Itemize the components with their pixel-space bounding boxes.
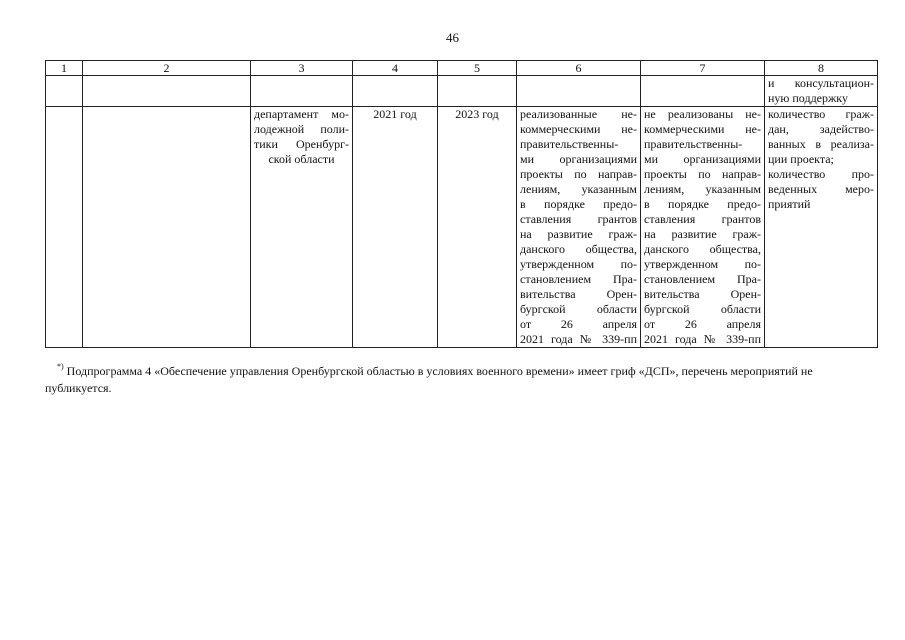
cell-text-line: бургской области xyxy=(644,302,761,316)
cont-cell-8 xyxy=(765,76,878,107)
page-number: 46 xyxy=(446,30,459,45)
footnote xyxy=(45,362,882,397)
cell-text-line: департамент мо- xyxy=(254,107,349,121)
cell-text-line: коммерческими не- xyxy=(520,122,637,136)
cell-text-line: правительственны- xyxy=(644,137,743,151)
cell-text-line: количество граж- xyxy=(768,107,874,121)
cell-text-line: и консультацион- xyxy=(768,76,874,90)
cell-text-line: вительства Орен- xyxy=(644,287,761,301)
row-cell-expected-result xyxy=(517,107,641,348)
row-cell-indicators xyxy=(765,107,878,348)
cont-cell-6 xyxy=(517,76,641,107)
cell-text-line: веденных меро- xyxy=(768,182,874,196)
cell-text-line: утвержденном по- xyxy=(644,257,761,271)
cell-text-line: ции проекта; xyxy=(768,152,834,166)
cell-text-line: ставления грантов xyxy=(520,212,637,226)
row-cell-start-year: 2021 год xyxy=(353,107,438,348)
cont-cell-5 xyxy=(438,76,517,107)
header-cell-8: 8 xyxy=(765,61,878,76)
cell-text-line: лениям, указанным xyxy=(644,182,761,196)
footnote-continuation: публикуется. xyxy=(45,381,112,395)
cont-cell-2 xyxy=(83,76,251,107)
cell-text-line: лодежной поли- xyxy=(254,122,349,136)
cell-text-line: ставления грантов xyxy=(644,212,761,226)
cell-text-line: вительства Орен- xyxy=(520,287,637,301)
cell-text-line: становлением Пра- xyxy=(644,272,761,286)
footnote-marker: *) xyxy=(57,362,64,371)
cell-text-line: дан, задейство- xyxy=(768,122,874,136)
cell-text-line: ми организациями xyxy=(644,152,761,166)
cell-text-line: бургской области xyxy=(520,302,637,316)
cell-text-line: от 26 апреля xyxy=(644,317,761,331)
cell-text-line: реализованные не- xyxy=(520,107,637,121)
table-data-row xyxy=(46,107,878,348)
cell-text-line: 2021 года № 339-пп xyxy=(520,332,637,346)
cell-text-line: проекты по направ- xyxy=(644,167,761,181)
cell-text-line: не реализованы не- xyxy=(644,107,761,121)
row-cell-negative-result xyxy=(641,107,765,348)
row-cell-end-year: 2023 год xyxy=(438,107,517,348)
table-header-row xyxy=(46,61,878,76)
header-cell-5: 5 xyxy=(438,61,517,76)
cell-text-line: 2021 года № 339-пп xyxy=(644,332,761,346)
cell-text-line: становлением Пра- xyxy=(520,272,637,286)
cont-cell-3 xyxy=(251,76,353,107)
cell-text-line: лениям, указанным xyxy=(520,182,637,196)
header-cell-3: 3 xyxy=(251,61,353,76)
cell-text-line: правительственны- xyxy=(520,137,619,151)
cell-text-line: ванных в реализа- xyxy=(768,137,874,151)
cell-text-line: от 26 апреля xyxy=(520,317,637,331)
footnote-line xyxy=(57,363,882,380)
program-table xyxy=(45,60,878,348)
header-cell-1: 1 xyxy=(46,61,83,76)
header-cell-7: 7 xyxy=(641,61,765,76)
cell-text-line: коммерческими не- xyxy=(644,122,761,136)
cell-text-line: утвержденном по- xyxy=(520,257,637,271)
cell-text-line: тики Оренбург- xyxy=(254,137,349,151)
cell-text-line: количество про- xyxy=(768,167,874,181)
cell-text-line: в порядке предо- xyxy=(644,197,761,211)
cont-cell-1 xyxy=(46,76,83,107)
row-cell-name xyxy=(83,107,251,348)
cell-text-line: данского общества, xyxy=(520,242,637,256)
cont-cell-7 xyxy=(641,76,765,107)
cell-text-line: проекты по направ- xyxy=(520,167,637,181)
cell-text-line: в порядке предо- xyxy=(520,197,637,211)
header-cell-2: 2 xyxy=(83,61,251,76)
cell-text-line: ную поддержку xyxy=(768,91,848,105)
header-cell-4: 4 xyxy=(353,61,438,76)
footnote-text: Подпрограмма 4 «Обеспечение управления Оренбургской областью в условиях военного времени» имеет гриф «ДСП», перечень мероприятий не xyxy=(66,364,813,378)
table-continuation-row xyxy=(46,76,878,107)
cell-text-line: данского общества, xyxy=(644,242,761,256)
row-cell-number xyxy=(46,107,83,348)
header-cell-6: 6 xyxy=(517,61,641,76)
row-cell-executor xyxy=(251,107,353,348)
cont-cell-4 xyxy=(353,76,438,107)
cell-text-line: на развитие граж- xyxy=(644,227,761,241)
cell-text-line: ми организациями xyxy=(520,152,637,166)
cell-text-line: приятий xyxy=(768,197,811,211)
cell-text-line: ской области xyxy=(268,152,335,166)
cell-text-line: на развитие граж- xyxy=(520,227,637,241)
